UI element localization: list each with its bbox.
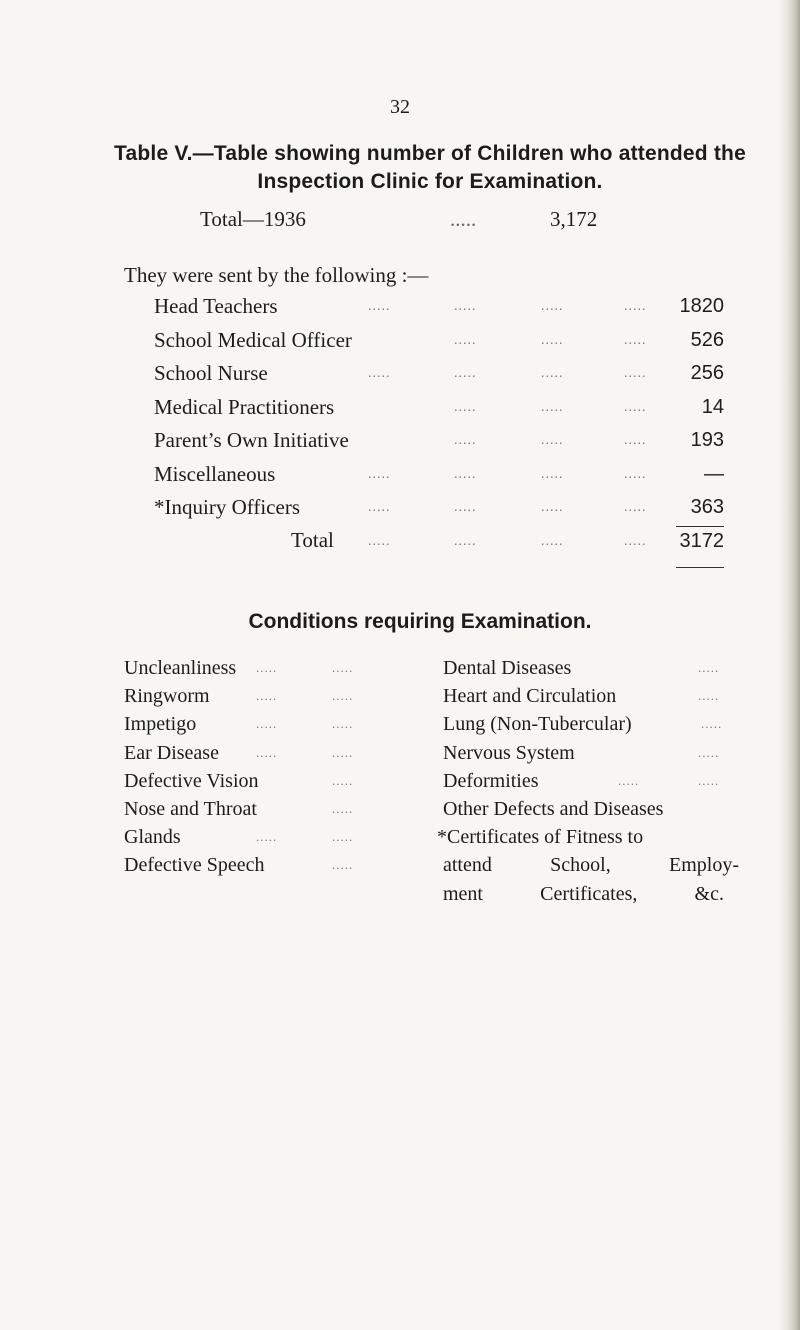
list-item (154, 491, 724, 525)
list-item (154, 324, 724, 358)
leader-dots: ..... (541, 299, 564, 314)
list-item (443, 767, 739, 795)
list-item (154, 290, 724, 324)
leader-dots: ..... (541, 332, 564, 348)
list-item (124, 682, 354, 710)
source-label: School Medical Officer (154, 327, 352, 352)
condition-label: Other Defects and Diseases (443, 797, 664, 820)
referral-sources-list (154, 290, 724, 525)
leader-dots: ..... (541, 399, 564, 415)
leader-dots: ..... (332, 688, 354, 704)
condition-label: Defective Vision (124, 769, 259, 792)
list-item (124, 823, 354, 851)
total-1936-value: 3,172 (550, 207, 598, 231)
condition-label: Uncleanliness (124, 657, 237, 679)
leader-dots: ..... (368, 466, 391, 482)
conditions-right-list (437, 654, 739, 908)
leader-dots: ..... (618, 772, 640, 788)
source-label: *Inquiry Officers (154, 495, 300, 519)
list-item (154, 424, 724, 458)
list-item (124, 654, 354, 682)
page-number: 32 (390, 96, 410, 118)
leader-dots: ..... (698, 688, 720, 704)
condition-label: Defective Speech (124, 854, 265, 877)
leader-dots: ..... (454, 500, 477, 515)
table-title-line-1: Table V.—Table showing number of Children who attended the (114, 142, 746, 165)
leader-dots: ..... (332, 800, 354, 816)
source-value: — (704, 462, 724, 485)
leader-dots: ..... (332, 857, 354, 873)
leader-dots: ..... (332, 772, 354, 788)
leader-dots: ..... (332, 829, 354, 845)
leader-dots: ..... (256, 688, 278, 704)
source-label: School Nurse (154, 361, 268, 385)
leader-dots: ..... (541, 500, 564, 515)
leader-dots: ..... (624, 399, 647, 415)
total-1936-line (200, 207, 597, 232)
list-item (443, 682, 739, 710)
sources-total-label: Total (291, 528, 334, 552)
list-item-continuation (443, 880, 724, 908)
leader-dots: ..... (541, 534, 564, 549)
source-label: Parent’s Own Initiative (154, 428, 349, 452)
source-value: 1820 (679, 295, 724, 317)
leader-dots: ..... (698, 772, 720, 788)
list-item (437, 823, 739, 851)
list-item (443, 739, 739, 767)
condition-label: attend School, Employ- (443, 854, 739, 877)
condition-label: Nose and Throat (124, 797, 257, 820)
leader-dots: ..... (624, 466, 647, 482)
leader-dots: ..... (701, 716, 723, 732)
list-item (124, 851, 354, 879)
condition-label: Lung (Non-Tubercular) (443, 713, 632, 736)
source-label: Head Teachers (154, 294, 278, 318)
source-label: Medical Practitioners (154, 394, 335, 419)
leader-dots: ..... (698, 744, 720, 760)
list-item (154, 458, 724, 492)
sent-by-intro: They were sent by the following :— (124, 263, 429, 287)
leader-dots: ..... (698, 660, 720, 675)
leader-dots: ..... (332, 716, 354, 732)
condition-label: Heart and Circulation (443, 685, 617, 708)
list-item (443, 795, 739, 823)
list-item (124, 767, 354, 795)
source-value: 14 (701, 395, 724, 418)
leader-dots: ..... (454, 366, 477, 381)
leader-dots: ..... (454, 466, 477, 482)
leader-dots: ..... (368, 366, 391, 381)
rule-above-total (676, 526, 724, 527)
leader-dots: ..... (624, 366, 647, 381)
list-item (443, 710, 739, 738)
leader-dots: ..... (541, 366, 564, 381)
leader-dots: ..... (454, 534, 477, 549)
list-item (443, 654, 739, 682)
table-title-line-2: Inspection Clinic for Examination. (257, 170, 603, 193)
leader-dots: ..... (256, 716, 278, 732)
leader-dots: ..... (368, 534, 391, 549)
leader-dots: ..... (454, 299, 477, 314)
leader-dots: ..... (624, 299, 647, 314)
sources-total-value: 3172 (679, 530, 724, 552)
leader-dots: ..... (332, 744, 354, 760)
source-value: 526 (690, 328, 724, 351)
leader-dots: ..... (332, 660, 354, 675)
condition-label: Impetigo (124, 713, 197, 736)
condition-label: Dental Diseases (443, 657, 572, 679)
leader-dots: ..... (624, 433, 647, 448)
condition-label: Deformities (443, 769, 539, 792)
leader-dots: ..... (454, 399, 477, 415)
condition-label: ment Certificates, &c. (443, 882, 724, 905)
total-1936-dots: ..... (450, 207, 477, 231)
leader-dots: ..... (454, 433, 477, 448)
rule-below-total (676, 567, 724, 568)
leader-dots: ..... (541, 466, 564, 482)
leader-dots: ..... (454, 332, 477, 348)
source-value: 256 (690, 362, 724, 384)
leader-dots: ..... (624, 534, 647, 549)
list-item (124, 739, 354, 767)
page-edge-shadow (778, 0, 800, 1330)
conditions-left-list (124, 654, 354, 880)
leader-dots: ..... (256, 829, 278, 845)
total-1936-label: Total—1936 (200, 207, 306, 231)
list-item (124, 710, 354, 738)
leader-dots: ..... (624, 500, 647, 515)
list-item (154, 357, 724, 391)
condition-label: Nervous System (443, 741, 575, 764)
condition-label: *Certificates of Fitness to (437, 826, 644, 849)
leader-dots: ..... (256, 744, 278, 760)
leader-dots: ..... (624, 332, 647, 348)
condition-label: Ear Disease (124, 741, 219, 764)
conditions-heading: Conditions requiring Examination. (248, 610, 592, 633)
table-title (60, 140, 800, 196)
source-value: 363 (690, 496, 724, 518)
leader-dots: ..... (541, 433, 564, 448)
list-item (154, 391, 724, 425)
leader-dots: ..... (368, 299, 391, 314)
condition-label: Ringworm (124, 685, 210, 708)
source-label: Miscellaneous (154, 461, 276, 486)
source-value: 193 (690, 429, 724, 451)
list-item-continuation (443, 851, 739, 879)
condition-label: Glands (124, 826, 181, 849)
leader-dots: ..... (368, 500, 391, 515)
leader-dots: ..... (256, 660, 278, 675)
list-item (124, 795, 354, 823)
